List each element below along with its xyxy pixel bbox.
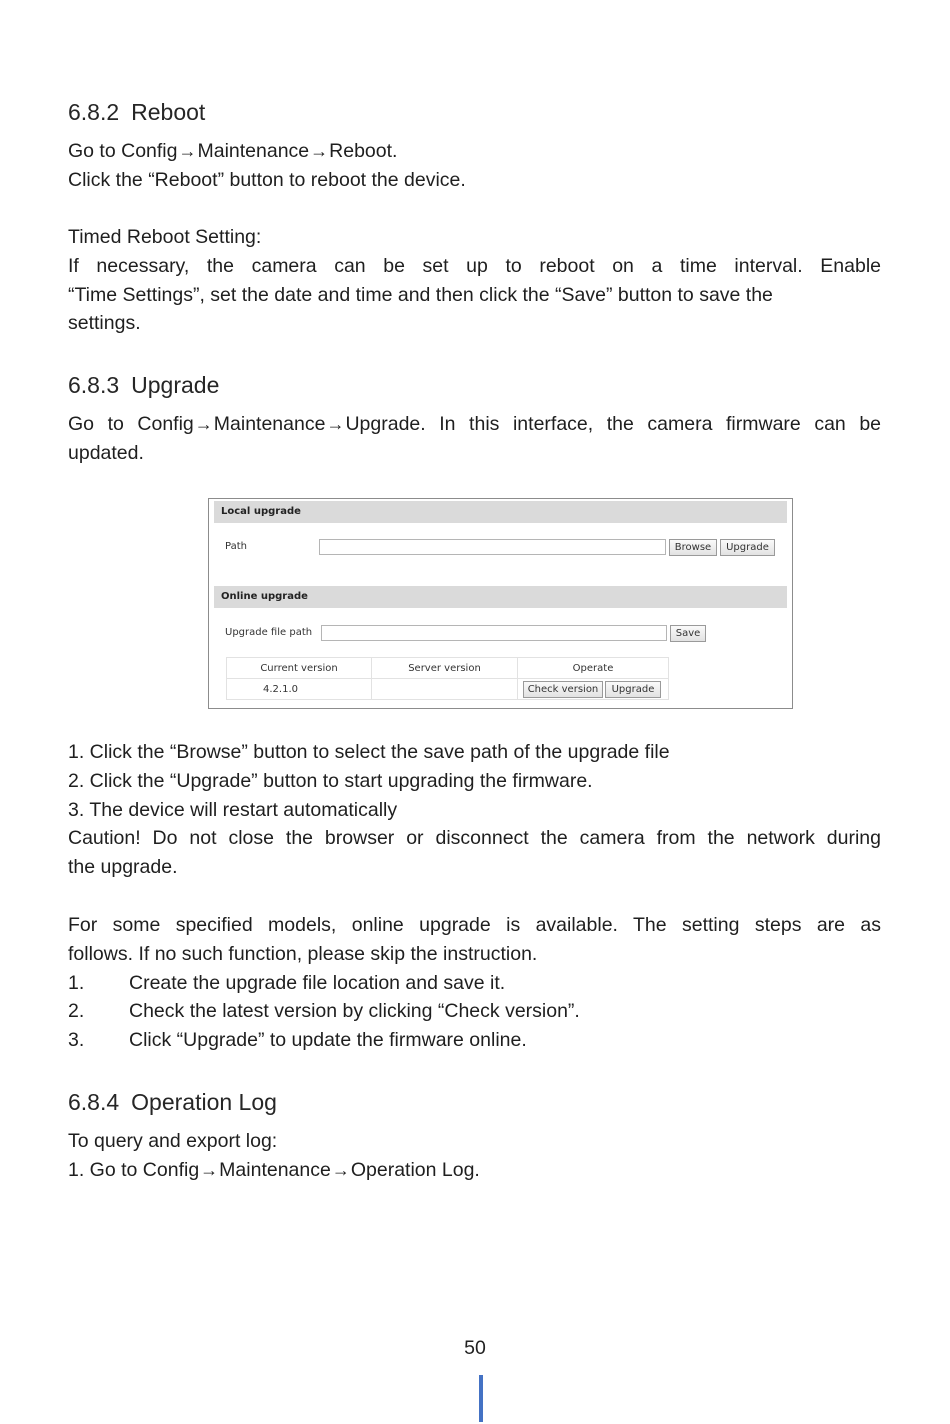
col-operate: Operate (518, 658, 669, 679)
list-item: 3. The device will restart automatically (68, 798, 398, 821)
section-number: 6.8.4 (68, 1089, 120, 1115)
list-text: Click “Upgrade” to update the firmware online. (129, 1029, 527, 1052)
reboot-body (68, 137, 881, 195)
nav-text: 1. Go to Config (68, 1158, 200, 1181)
caution-line: Caution! Do not close the browser or disconnect the camera from the network during (68, 827, 881, 850)
paragraph-line: “Time Settings”, set the date and time and then click the “Save” button to save the (68, 283, 773, 306)
nav-text: Operation Log. (350, 1158, 480, 1181)
list-item (68, 997, 881, 1026)
nav-text: Maintenance (213, 413, 326, 435)
list-number: 2. (68, 1000, 85, 1023)
page-number: 50 (464, 1337, 486, 1359)
upgrade-screenshot-figure (208, 498, 793, 709)
section-number: 6.8.3 (68, 372, 120, 398)
path-input[interactable] (319, 539, 666, 555)
col-current-version: Current version (227, 658, 372, 679)
save-button[interactable]: Save (670, 625, 706, 642)
table-header-row (227, 658, 669, 679)
arrow-right-icon: → (310, 141, 329, 161)
caution-line: the upgrade. (68, 856, 178, 879)
col-server-version: Server version (372, 658, 518, 679)
section-title: Upgrade (131, 372, 220, 398)
nav-text: Go to Config (68, 140, 178, 162)
upgrade-file-path-input[interactable] (321, 625, 667, 641)
check-version-button[interactable]: Check version (523, 681, 603, 698)
online-upgrade-button[interactable]: Upgrade (605, 681, 661, 698)
reboot-instruction: Click the “Reboot” button to reboot the device. (68, 168, 466, 191)
list-item: 2. Click the “Upgrade” button to start upgrading the firmware. (68, 769, 593, 792)
arrow-right-icon: → (178, 141, 197, 161)
nav-text: Reboot. (329, 140, 398, 162)
server-version-value (372, 679, 518, 700)
arrow-right-icon: → (200, 1159, 219, 1180)
arrow-right-icon: → (194, 414, 213, 434)
list-item (68, 969, 881, 998)
list-text: Check the latest version by clicking “Check version”. (129, 1000, 580, 1023)
section-title: Reboot (131, 99, 206, 125)
paragraph-line: updated. (68, 441, 144, 464)
online-upgrade-header: Online upgrade (214, 586, 787, 608)
timed-reboot-body (68, 223, 881, 338)
list-item (68, 1026, 881, 1055)
operation-log-body (68, 1127, 881, 1185)
list-item: 1. Click the “Browse” button to select the save path of the upgrade file (68, 741, 670, 763)
section-heading-upgrade (68, 372, 219, 399)
browse-button[interactable]: Browse (669, 539, 717, 556)
upgrade-intro (68, 410, 881, 468)
arrow-right-icon: → (326, 414, 345, 434)
path-label: Path (225, 541, 247, 552)
arrow-right-icon: → (331, 1159, 350, 1180)
local-upgrade-header: Local upgrade (214, 501, 787, 523)
upgrade-steps (68, 738, 881, 882)
online-upgrade-body (68, 911, 881, 1055)
list-text: Create the upgrade file location and save it. (129, 971, 506, 994)
upgrade-button[interactable]: Upgrade (720, 539, 775, 556)
nav-text: Maintenance (197, 140, 310, 162)
nav-text: Upgrade. In this interface, the camera firmware can be (345, 413, 882, 435)
section-number: 6.8.2 (68, 99, 120, 125)
upgrade-file-path-label: Upgrade file path (225, 627, 313, 638)
page-footer-rule (479, 1375, 483, 1422)
nav-text: Go to Config (68, 413, 194, 435)
paragraph-line: If necessary, the camera can be set up to reboot on a time interval. Enable (68, 254, 881, 277)
section-title: Operation Log (131, 1089, 277, 1115)
reboot-nav-path (68, 137, 881, 166)
paragraph-line: To query and export log: (68, 1130, 278, 1152)
section-heading-reboot (68, 99, 205, 126)
list-number: 1. (68, 971, 85, 994)
timed-reboot-heading: Timed Reboot Setting: (68, 226, 262, 248)
oplog-nav-path (68, 1156, 881, 1185)
current-version-value: 4.2.1.0 (227, 679, 372, 700)
paragraph-line: settings. (68, 312, 141, 335)
nav-text: Maintenance (219, 1158, 331, 1181)
paragraph-line: follows. If no such function, please skip the instruction. (68, 942, 538, 965)
paragraph-line: For some specified models, online upgrade is available. The setting steps are as (68, 914, 881, 936)
section-heading-operation-log (68, 1089, 277, 1116)
list-number: 3. (68, 1029, 85, 1052)
upgrade-nav-path (68, 410, 881, 439)
